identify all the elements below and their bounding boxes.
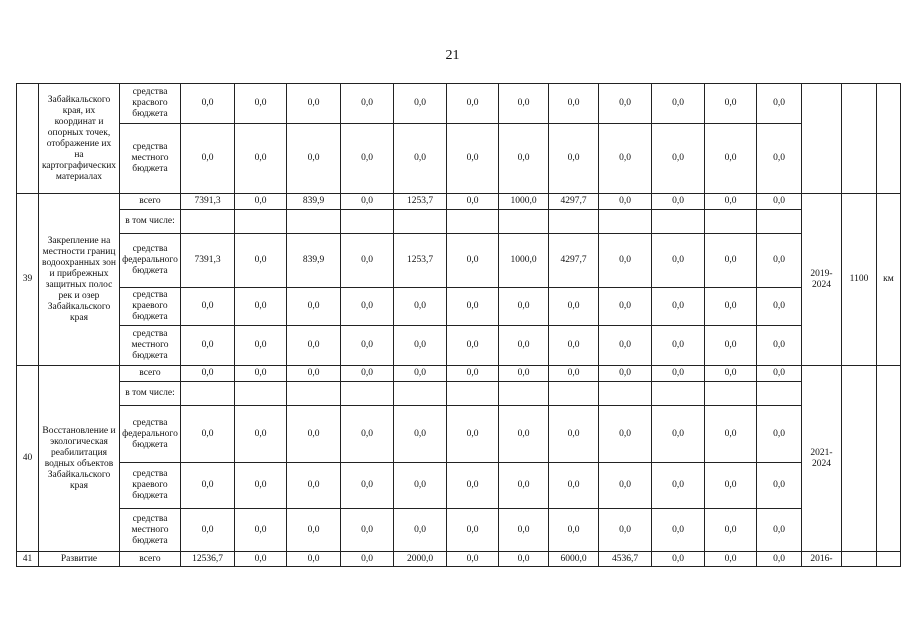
value-cell: 0,0 <box>599 366 652 382</box>
value-cell: 0,0 <box>757 326 802 366</box>
value-cell: 839,9 <box>287 234 341 288</box>
empty-cell <box>447 210 499 234</box>
indicator-cell <box>842 84 877 194</box>
value-cell: 0,0 <box>757 509 802 552</box>
value-cell: 0,0 <box>757 124 802 194</box>
indicator-cell <box>842 552 877 567</box>
value-cell: 0,0 <box>599 124 652 194</box>
value-cell: 4536,7 <box>599 552 652 567</box>
value-cell: 0,0 <box>341 124 394 194</box>
value-cell: 0,0 <box>287 406 341 463</box>
empty-cell <box>181 210 235 234</box>
row-number-cell: 40 <box>17 366 39 552</box>
value-cell: 0,0 <box>287 326 341 366</box>
value-cell: 0,0 <box>394 288 447 326</box>
value-cell: 0,0 <box>181 406 235 463</box>
value-cell: 0,0 <box>549 288 599 326</box>
value-cell: 0,0 <box>181 84 235 124</box>
value-cell: 0,0 <box>394 463 447 509</box>
value-cell: 0,0 <box>235 194 287 210</box>
value-cell: 0,0 <box>394 406 447 463</box>
funding-source-cell: в том числе: <box>120 382 181 406</box>
value-cell: 4297,7 <box>549 234 599 288</box>
value-cell: 0,0 <box>549 406 599 463</box>
value-cell: 1000,0 <box>499 194 549 210</box>
value-cell: 0,0 <box>447 194 499 210</box>
years-cell: 2016- <box>802 552 842 567</box>
value-cell: 0,0 <box>287 124 341 194</box>
value-cell: 4297,7 <box>549 194 599 210</box>
empty-cell <box>341 210 394 234</box>
value-cell: 0,0 <box>652 326 705 366</box>
value-cell: 0,0 <box>341 84 394 124</box>
description-cell: Закрепление на местности границ водоохранных зон и прибрежных защитных полос рек и озер Забайкальского края <box>39 194 120 366</box>
funding-source-cell: всего <box>120 194 181 210</box>
value-cell: 2000,0 <box>394 552 447 567</box>
value-cell: 0,0 <box>447 552 499 567</box>
empty-cell <box>757 382 802 406</box>
value-cell: 0,0 <box>235 124 287 194</box>
value-cell: 0,0 <box>499 326 549 366</box>
value-cell: 0,0 <box>599 509 652 552</box>
value-cell: 0,0 <box>652 124 705 194</box>
value-cell: 0,0 <box>447 124 499 194</box>
value-cell: 0,0 <box>181 326 235 366</box>
value-cell: 0,0 <box>341 194 394 210</box>
row-40 <box>17 382 901 406</box>
value-cell: 0,0 <box>235 509 287 552</box>
value-cell: 0,0 <box>599 84 652 124</box>
years-cell <box>802 84 842 194</box>
value-cell: 0,0 <box>652 234 705 288</box>
value-cell: 0,0 <box>499 288 549 326</box>
value-cell: 0,0 <box>287 463 341 509</box>
row-40 <box>17 406 901 463</box>
value-cell: 839,9 <box>287 194 341 210</box>
unit-cell <box>877 552 901 567</box>
value-cell: 0,0 <box>447 84 499 124</box>
value-cell: 0,0 <box>549 509 599 552</box>
unit-cell <box>877 366 901 552</box>
empty-cell <box>394 210 447 234</box>
value-cell: 0,0 <box>235 463 287 509</box>
funding-source-cell: средства краевого бюджета <box>120 463 181 509</box>
value-cell: 0,0 <box>341 326 394 366</box>
value-cell: 0,0 <box>757 84 802 124</box>
budget-table <box>16 83 901 567</box>
value-cell: 0,0 <box>705 124 757 194</box>
value-cell: 1253,7 <box>394 234 447 288</box>
funding-source-cell: средства местного бюджета <box>120 326 181 366</box>
row-number-cell: 39 <box>17 194 39 366</box>
value-cell: 0,0 <box>447 234 499 288</box>
empty-cell <box>447 382 499 406</box>
value-cell: 0,0 <box>705 366 757 382</box>
value-cell: 0,0 <box>394 366 447 382</box>
value-cell: 0,0 <box>341 552 394 567</box>
page-number: 21 <box>445 48 460 63</box>
empty-cell <box>287 210 341 234</box>
indicator-cell <box>842 366 877 552</box>
value-cell: 0,0 <box>181 509 235 552</box>
value-cell: 0,0 <box>235 234 287 288</box>
value-cell: 0,0 <box>757 234 802 288</box>
value-cell: 0,0 <box>757 552 802 567</box>
value-cell: 0,0 <box>235 288 287 326</box>
value-cell: 0,0 <box>394 124 447 194</box>
value-cell: 0,0 <box>499 552 549 567</box>
continuation-row <box>17 124 901 194</box>
value-cell: 0,0 <box>499 406 549 463</box>
value-cell: 0,0 <box>394 326 447 366</box>
years-cell: 2021-2024 <box>802 366 842 552</box>
unit-cell: км <box>877 194 901 366</box>
value-cell: 0,0 <box>705 406 757 463</box>
value-cell: 7391,3 <box>181 234 235 288</box>
value-cell: 0,0 <box>447 366 499 382</box>
empty-cell <box>235 210 287 234</box>
value-cell: 0,0 <box>287 288 341 326</box>
value-cell: 0,0 <box>599 326 652 366</box>
empty-cell <box>652 382 705 406</box>
value-cell: 0,0 <box>499 124 549 194</box>
row-40 <box>17 463 901 509</box>
empty-cell <box>341 382 394 406</box>
value-cell: 0,0 <box>235 84 287 124</box>
funding-source-cell: всего <box>120 366 181 382</box>
value-cell: 0,0 <box>705 234 757 288</box>
value-cell: 0,0 <box>705 194 757 210</box>
value-cell: 0,0 <box>181 288 235 326</box>
row-39 <box>17 234 901 288</box>
row-39 <box>17 326 901 366</box>
value-cell: 0,0 <box>652 463 705 509</box>
value-cell: 0,0 <box>499 463 549 509</box>
value-cell: 0,0 <box>549 124 599 194</box>
value-cell: 0,0 <box>341 366 394 382</box>
value-cell: 0,0 <box>181 124 235 194</box>
value-cell: 0,0 <box>341 234 394 288</box>
funding-source-cell: средства местного бюджета <box>120 509 181 552</box>
value-cell: 0,0 <box>447 288 499 326</box>
value-cell: 0,0 <box>599 288 652 326</box>
value-cell: 0,0 <box>705 326 757 366</box>
value-cell: 1000,0 <box>499 234 549 288</box>
value-cell: 0,0 <box>705 509 757 552</box>
value-cell: 0,0 <box>549 326 599 366</box>
row-number-cell <box>17 84 39 194</box>
value-cell: 0,0 <box>394 509 447 552</box>
value-cell: 0,0 <box>287 366 341 382</box>
value-cell: 0,0 <box>499 84 549 124</box>
years-cell: 2019-2024 <box>802 194 842 366</box>
value-cell: 0,0 <box>652 288 705 326</box>
empty-cell <box>235 382 287 406</box>
value-cell: 0,0 <box>599 234 652 288</box>
empty-cell <box>549 382 599 406</box>
value-cell: 0,0 <box>287 84 341 124</box>
funding-source-cell: средства федерального бюджета <box>120 406 181 463</box>
value-cell: 0,0 <box>341 463 394 509</box>
value-cell: 0,0 <box>599 406 652 463</box>
value-cell: 0,0 <box>341 509 394 552</box>
value-cell: 0,0 <box>757 463 802 509</box>
value-cell: 0,0 <box>599 194 652 210</box>
empty-cell <box>705 382 757 406</box>
value-cell: 0,0 <box>447 509 499 552</box>
value-cell: 6000,0 <box>549 552 599 567</box>
funding-source-cell: средства красвого бюджета <box>120 84 181 124</box>
value-cell: 0,0 <box>235 406 287 463</box>
value-cell: 12536,7 <box>181 552 235 567</box>
row-40 <box>17 366 901 382</box>
value-cell: 0,0 <box>181 366 235 382</box>
value-cell: 0,0 <box>447 406 499 463</box>
empty-cell <box>499 210 549 234</box>
empty-cell <box>599 382 652 406</box>
value-cell: 0,0 <box>447 326 499 366</box>
empty-cell <box>549 210 599 234</box>
value-cell: 0,0 <box>341 406 394 463</box>
value-cell: 0,0 <box>181 463 235 509</box>
value-cell: 0,0 <box>499 366 549 382</box>
description-cell: Забайкальского края, их координат и опорных точек, отображение их на картографических материалах <box>39 84 120 194</box>
value-cell: 0,0 <box>447 463 499 509</box>
value-cell: 0,0 <box>652 84 705 124</box>
value-cell: 0,0 <box>652 406 705 463</box>
value-cell: 0,0 <box>705 84 757 124</box>
value-cell: 0,0 <box>652 552 705 567</box>
continuation-row <box>17 84 901 124</box>
row-39 <box>17 194 901 210</box>
row-41 <box>17 552 901 567</box>
empty-cell <box>652 210 705 234</box>
funding-source-cell: средства федерального бюджета <box>120 234 181 288</box>
empty-cell <box>705 210 757 234</box>
empty-cell <box>599 210 652 234</box>
value-cell: 0,0 <box>757 366 802 382</box>
row-39 <box>17 210 901 234</box>
value-cell: 0,0 <box>757 194 802 210</box>
value-cell: 0,0 <box>757 288 802 326</box>
value-cell: 0,0 <box>705 288 757 326</box>
funding-source-cell: средства местного бюджета <box>120 124 181 194</box>
value-cell: 0,0 <box>394 84 447 124</box>
empty-cell <box>757 210 802 234</box>
row-number-cell: 41 <box>17 552 39 567</box>
row-39 <box>17 288 901 326</box>
value-cell: 0,0 <box>705 463 757 509</box>
value-cell: 0,0 <box>652 366 705 382</box>
value-cell: 0,0 <box>599 463 652 509</box>
empty-cell <box>181 382 235 406</box>
value-cell: 0,0 <box>287 509 341 552</box>
value-cell: 0,0 <box>549 84 599 124</box>
value-cell: 0,0 <box>287 552 341 567</box>
empty-cell <box>287 382 341 406</box>
value-cell: 0,0 <box>652 509 705 552</box>
value-cell: 0,0 <box>757 406 802 463</box>
description-cell: Восстановление и экологическая реабилитация водных объектов Забайкальского края <box>39 366 120 552</box>
indicator-cell: 1100 <box>842 194 877 366</box>
value-cell: 0,0 <box>235 366 287 382</box>
funding-source-cell: в том числе: <box>120 210 181 234</box>
value-cell: 7391,3 <box>181 194 235 210</box>
value-cell: 0,0 <box>549 366 599 382</box>
empty-cell <box>394 382 447 406</box>
empty-cell <box>499 382 549 406</box>
value-cell: 0,0 <box>235 326 287 366</box>
value-cell: 0,0 <box>235 552 287 567</box>
funding-source-cell: средства краевого бюджета <box>120 288 181 326</box>
value-cell: 0,0 <box>705 552 757 567</box>
value-cell: 0,0 <box>652 194 705 210</box>
value-cell: 0,0 <box>341 288 394 326</box>
funding-source-cell: всего <box>120 552 181 567</box>
value-cell: 0,0 <box>499 509 549 552</box>
value-cell: 1253,7 <box>394 194 447 210</box>
value-cell: 0,0 <box>549 463 599 509</box>
unit-cell <box>877 84 901 194</box>
row-40 <box>17 509 901 552</box>
description-cell: Развитие <box>39 552 120 567</box>
